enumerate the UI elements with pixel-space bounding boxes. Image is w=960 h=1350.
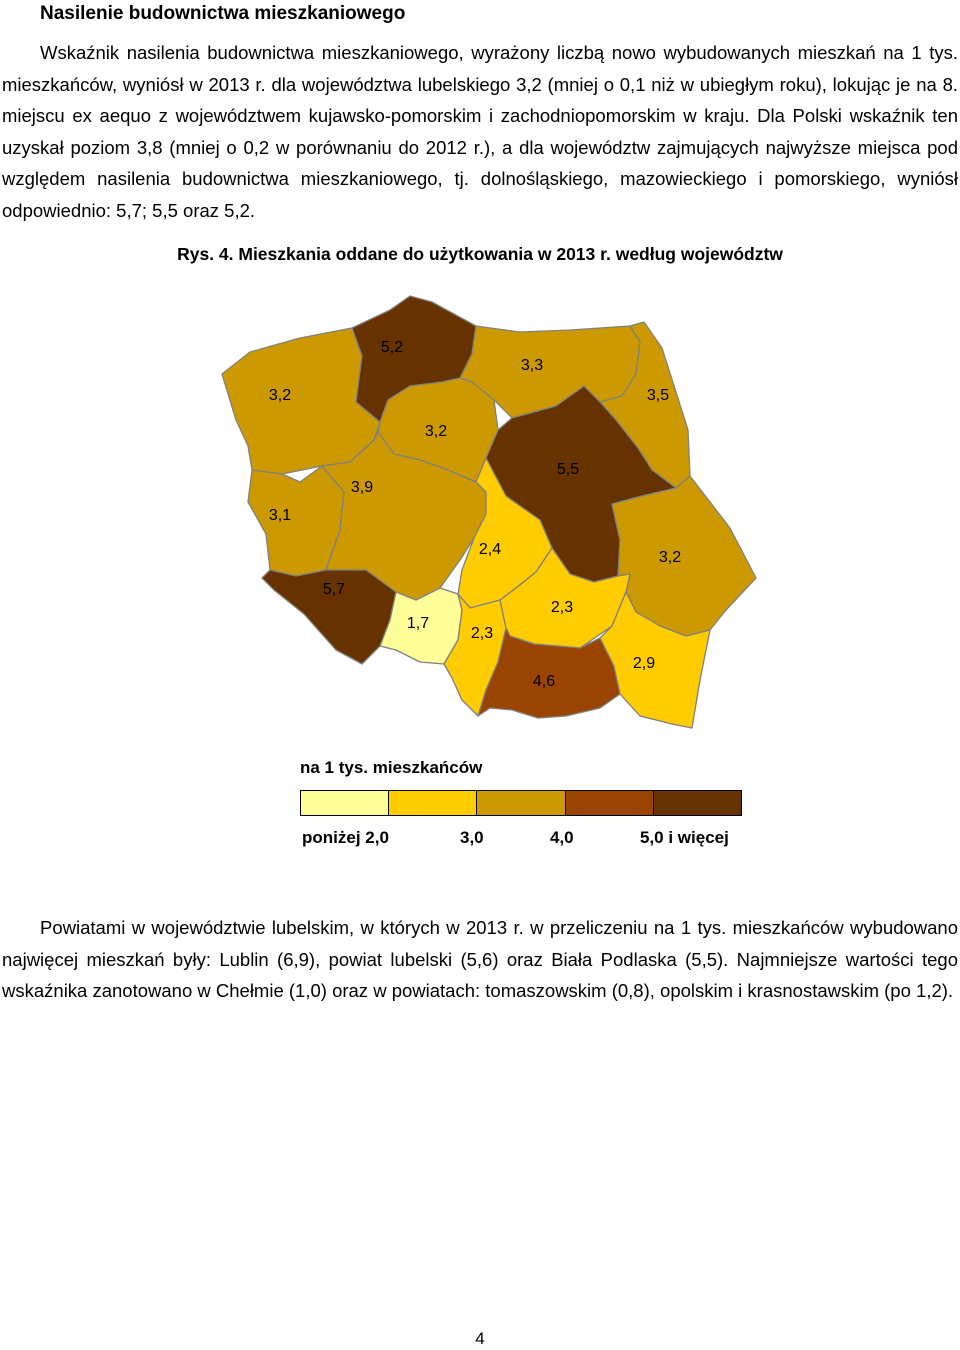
region-value-label: 3,5 <box>646 387 670 404</box>
region-value-label: 2,4 <box>478 541 502 558</box>
legend-tick: 3,0 <box>460 828 484 847</box>
region-value-label: 3,2 <box>424 423 448 440</box>
region-value-label: 3,9 <box>350 479 374 496</box>
region-value-label: 3,2 <box>658 549 682 566</box>
figure-title: Rys. 4. Mieszkania oddane do użytkowania w 2013 r. według województw <box>177 244 783 264</box>
intro-paragraph: Wskaźnik nasilenia budownictwa mieszkaniowego, wyrażony liczbą nowo wybudowanych mieszkań na 1 tys. mieszkańców, wyniósł w 2013 r. dla województwa lubelskiego 3,2 (mniej o 0,1 niż w ubiegłym roku), lokując je na 8. miejscu ex aequo z województwem kujawsko-pomorskim i zachodniopomorskim w kraju. Dla Polski wskaźnik ten uzyskał poziom 3,8 (mniej o 0,2 w porównaniu do 2012 r.), a dla województw zajmujących najwyższe miejsca pod względem nasilenia budownictwa mieszkaniowego, tj. dolnośląskiego, mazowieckiego i pomorskiego, wyniósł odpowiednio: 5,7; 5,5 oraz 5,2. <box>2 42 958 221</box>
legend-color-box <box>389 791 477 815</box>
poland-voivodeship-map <box>0 270 960 750</box>
region-value-label: 3,2 <box>268 387 292 404</box>
legend-tick: poniżej 2,0 <box>302 828 389 847</box>
region-value-label: 2,9 <box>632 655 656 672</box>
closing-paragraph: Powiatami w województwie lubelskim, w których w 2013 r. w przeliczeniu na 1 tys. mieszkańców wybudowano najwięcej mieszkań były: Lublin (6,9), powiat lubelski (5,6) oraz Biała Podlaska (5,5). Najmniejsze wartości tego wskaźnika zanotowano w Chełmie (1,0) oraz w powiatach: tomaszowskim (0,8), opolskim i krasnostawskim (po 1,2). <box>2 917 958 1001</box>
legend-color-scale <box>300 790 742 816</box>
region-value-label: 2,3 <box>470 625 494 642</box>
region-value-label: 4,6 <box>532 673 556 690</box>
region-value-label: 5,7 <box>322 581 346 598</box>
legend-tick: 5,0 i więcej <box>640 828 729 847</box>
legend-color-box <box>566 791 654 815</box>
region-value-label: 3,3 <box>520 357 544 374</box>
region-value-label: 3,1 <box>268 507 292 524</box>
page-number: 4 <box>475 1329 485 1348</box>
region-value-label: 2,3 <box>550 599 574 616</box>
legend-color-box <box>301 791 389 815</box>
region-value-label: 5,5 <box>556 461 580 478</box>
legend-title: na 1 tys. mieszkańców <box>300 758 483 777</box>
legend-color-box <box>477 791 565 815</box>
section-heading: Nasilenie budownictwa mieszkaniowego <box>40 3 406 24</box>
legend-tick: 4,0 <box>550 828 574 847</box>
region-value-label: 1,7 <box>406 615 430 632</box>
region-value-label: 5,2 <box>380 339 404 356</box>
legend-color-box <box>654 791 741 815</box>
